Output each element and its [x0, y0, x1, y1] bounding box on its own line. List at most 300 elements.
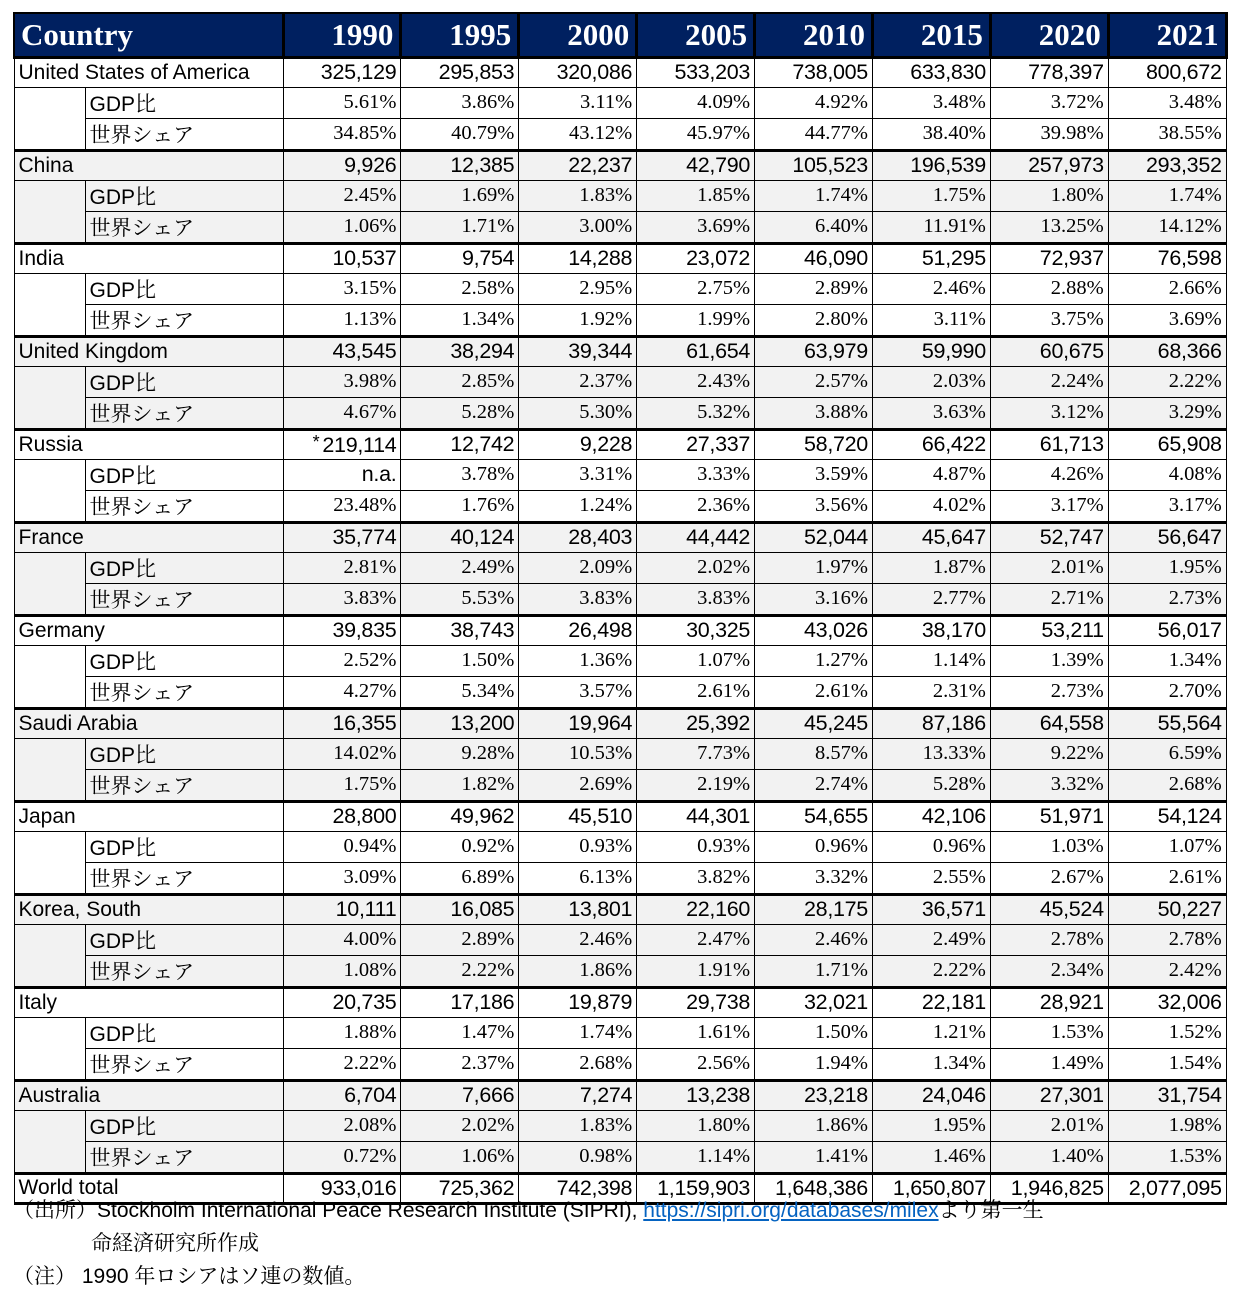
- gdp-cell: 1.83%: [519, 1110, 637, 1141]
- share-cell: 2.22%: [872, 955, 990, 987]
- expenditure-cell: 46,090: [755, 243, 873, 273]
- expenditure-cell: 38,743: [401, 615, 519, 645]
- gdp-cell: 2.45%: [283, 180, 401, 211]
- share-cell: 3.12%: [990, 397, 1108, 429]
- gdp-cell: 8.57%: [755, 738, 873, 769]
- country-name: China: [14, 150, 283, 180]
- gdp-cell: 2.24%: [990, 366, 1108, 397]
- gdp-label: GDP比: [85, 552, 283, 583]
- share-cell: 1.75%: [283, 769, 401, 801]
- share-cell: 14.12%: [1108, 211, 1226, 243]
- gdp-cell: 3.48%: [872, 87, 990, 118]
- gdp-cell: 0.96%: [755, 831, 873, 862]
- share-cell: 3.16%: [755, 583, 873, 615]
- gdp-cell: 1.97%: [755, 552, 873, 583]
- gdp-cell: 1.07%: [1108, 831, 1226, 862]
- share-cell: 4.27%: [283, 676, 401, 708]
- table-row-gdp: [14, 180, 1226, 211]
- expenditure-cell: 49,962: [401, 801, 519, 831]
- share-cell: 1.71%: [755, 955, 873, 987]
- expenditure-cell: 28,921: [990, 987, 1108, 1017]
- expenditure-cell: 55,564: [1108, 708, 1226, 738]
- gdp-cell: 2.43%: [637, 366, 755, 397]
- gdp-cell: 2.02%: [401, 1110, 519, 1141]
- table-row-share: [14, 211, 1226, 243]
- indent-cell: [14, 273, 85, 336]
- gdp-cell: 1.36%: [519, 645, 637, 676]
- expenditure-cell: 295,853: [401, 57, 519, 87]
- expenditure-cell: 39,344: [519, 336, 637, 366]
- country-name: Saudi Arabia: [14, 708, 283, 738]
- expenditure-cell: 533,203: [637, 57, 755, 87]
- gdp-cell: 7.73%: [637, 738, 755, 769]
- share-cell: 34.85%: [283, 118, 401, 150]
- gdp-cell: 1.74%: [755, 180, 873, 211]
- expenditure-cell: 42,790: [637, 150, 755, 180]
- expenditure-cell: 9,926: [283, 150, 401, 180]
- gdp-cell: 1.83%: [519, 180, 637, 211]
- expenditure-cell: 24,046: [872, 1080, 990, 1110]
- expenditure-cell: 43,545: [283, 336, 401, 366]
- share-cell: 40.79%: [401, 118, 519, 150]
- country-name: Japan: [14, 801, 283, 831]
- gdp-cell: 2.95%: [519, 273, 637, 304]
- share-cell: 3.63%: [872, 397, 990, 429]
- expenditure-cell: 56,647: [1108, 522, 1226, 552]
- expenditure-cell: 17,186: [401, 987, 519, 1017]
- gdp-cell: 1.80%: [990, 180, 1108, 211]
- table-row-gdp: [14, 459, 1226, 490]
- indent-cell: [14, 87, 85, 150]
- world-total-cell: 1,946,825: [990, 1173, 1108, 1203]
- gdp-cell: 0.92%: [401, 831, 519, 862]
- expenditure-cell: 22,237: [519, 150, 637, 180]
- indent-cell: [14, 831, 85, 894]
- share-cell: 38.40%: [872, 118, 990, 150]
- gdp-cell: 0.93%: [637, 831, 755, 862]
- table-row-gdp: [14, 738, 1226, 769]
- table-row-gdp: [14, 645, 1226, 676]
- header-year: 2010: [755, 13, 873, 57]
- share-cell: 1.91%: [637, 955, 755, 987]
- share-label: 世界シェア: [85, 583, 283, 615]
- share-cell: 3.83%: [519, 583, 637, 615]
- share-cell: 1.94%: [755, 1048, 873, 1080]
- expenditure-cell: 9,228: [519, 429, 637, 459]
- share-cell: 6.89%: [401, 862, 519, 894]
- expenditure-cell: 51,971: [990, 801, 1108, 831]
- table-row-share: [14, 1141, 1226, 1173]
- share-cell: 2.31%: [872, 676, 990, 708]
- share-cell: 6.40%: [755, 211, 873, 243]
- share-cell: 3.82%: [637, 862, 755, 894]
- expenditure-cell: 35,774: [283, 522, 401, 552]
- table-row-country: [14, 243, 1226, 273]
- expenditure-cell: 23,218: [755, 1080, 873, 1110]
- gdp-cell: 3.33%: [637, 459, 755, 490]
- gdp-cell: 2.09%: [519, 552, 637, 583]
- gdp-cell: 9.22%: [990, 738, 1108, 769]
- expenditure-cell: 39,835: [283, 615, 401, 645]
- source-note: [13, 1194, 1044, 1227]
- expenditure-cell: 63,979: [755, 336, 873, 366]
- share-label: 世界シェア: [85, 397, 283, 429]
- expenditure-cell: 22,181: [872, 987, 990, 1017]
- share-cell: 3.69%: [1108, 304, 1226, 336]
- share-cell: 3.83%: [637, 583, 755, 615]
- expenditure-cell: 64,558: [990, 708, 1108, 738]
- gdp-cell: 2.81%: [283, 552, 401, 583]
- expenditure-cell: 61,713: [990, 429, 1108, 459]
- share-label: 世界シェア: [85, 118, 283, 150]
- footnote: （注） 1990 年ロシアはソ連の数値。: [13, 1265, 366, 1288]
- share-cell: 2.73%: [990, 676, 1108, 708]
- table-row-country: [14, 336, 1226, 366]
- share-cell: 5.28%: [872, 769, 990, 801]
- table-row-gdp: [14, 366, 1226, 397]
- expenditure-cell: 27,337: [637, 429, 755, 459]
- share-cell: 3.57%: [519, 676, 637, 708]
- table-row-country: [14, 150, 1226, 180]
- share-cell: 11.91%: [872, 211, 990, 243]
- expenditure-cell: 38,170: [872, 615, 990, 645]
- share-cell: 3.88%: [755, 397, 873, 429]
- expenditure-cell: 65,908: [1108, 429, 1226, 459]
- gdp-cell: 9.28%: [401, 738, 519, 769]
- gdp-cell: 1.85%: [637, 180, 755, 211]
- share-cell: 1.99%: [637, 304, 755, 336]
- gdp-cell: 4.87%: [872, 459, 990, 490]
- share-cell: 5.28%: [401, 397, 519, 429]
- expenditure-value: 219,114: [322, 432, 397, 457]
- country-name: Korea, South: [14, 894, 283, 924]
- expenditure-cell: 60,675: [990, 336, 1108, 366]
- world-total-cell: 1,650,807: [872, 1173, 990, 1203]
- gdp-cell: 2.58%: [401, 273, 519, 304]
- indent-cell: [14, 1110, 85, 1173]
- share-cell: 2.22%: [283, 1048, 401, 1080]
- table-row-country: [14, 708, 1226, 738]
- header-year: 1995: [401, 13, 519, 57]
- table-row-share: [14, 769, 1226, 801]
- gdp-label: GDP比: [85, 831, 283, 862]
- gdp-label: GDP比: [85, 273, 283, 304]
- gdp-cell: 10.53%: [519, 738, 637, 769]
- share-cell: 1.40%: [990, 1141, 1108, 1173]
- gdp-cell: 3.72%: [990, 87, 1108, 118]
- gdp-cell: 2.08%: [283, 1110, 401, 1141]
- share-cell: 3.09%: [283, 862, 401, 894]
- share-cell: 1.08%: [283, 955, 401, 987]
- share-cell: 1.34%: [401, 304, 519, 336]
- table-row-share: [14, 118, 1226, 150]
- expenditure-cell: 43,026: [755, 615, 873, 645]
- header-year: 2015: [872, 13, 990, 57]
- gdp-cell: 4.26%: [990, 459, 1108, 490]
- expenditure-cell: 38,294: [401, 336, 519, 366]
- share-cell: 2.71%: [990, 583, 1108, 615]
- gdp-cell: 1.86%: [755, 1110, 873, 1141]
- gdp-cell: 3.86%: [401, 87, 519, 118]
- share-cell: 2.80%: [755, 304, 873, 336]
- gdp-cell: 2.46%: [872, 273, 990, 304]
- share-label: 世界シェア: [85, 1048, 283, 1080]
- country-name: Italy: [14, 987, 283, 1017]
- share-cell: 2.56%: [637, 1048, 755, 1080]
- expenditure-cell: 61,654: [637, 336, 755, 366]
- share-cell: 1.24%: [519, 490, 637, 522]
- table-row-country: [14, 57, 1226, 87]
- share-label: 世界シェア: [85, 1141, 283, 1173]
- gdp-cell: 2.46%: [755, 924, 873, 955]
- table-row-country: [14, 801, 1226, 831]
- share-cell: 2.77%: [872, 583, 990, 615]
- world-total-cell: 725,362: [401, 1173, 519, 1203]
- country-name: Australia: [14, 1080, 283, 1110]
- gdp-cell: 2.37%: [519, 366, 637, 397]
- gdp-cell: 1.34%: [1108, 645, 1226, 676]
- share-cell: 2.36%: [637, 490, 755, 522]
- indent-cell: [14, 180, 85, 243]
- share-cell: 44.77%: [755, 118, 873, 150]
- share-label: 世界シェア: [85, 862, 283, 894]
- gdp-cell: 2.49%: [401, 552, 519, 583]
- share-cell: 1.71%: [401, 211, 519, 243]
- table-row-share: [14, 1048, 1226, 1080]
- share-cell: 3.56%: [755, 490, 873, 522]
- gdp-label: GDP比: [85, 459, 283, 490]
- share-cell: 1.49%: [990, 1048, 1108, 1080]
- world-total-label: World total: [14, 1173, 283, 1203]
- share-cell: 3.17%: [990, 490, 1108, 522]
- share-cell: 2.61%: [1108, 862, 1226, 894]
- gdp-cell: 1.50%: [755, 1017, 873, 1048]
- expenditure-cell: 42,106: [872, 801, 990, 831]
- world-total-cell: 742,398: [519, 1173, 637, 1203]
- share-cell: 0.72%: [283, 1141, 401, 1173]
- share-label: 世界シェア: [85, 676, 283, 708]
- expenditure-cell: 12,385: [401, 150, 519, 180]
- table-row-share: [14, 955, 1226, 987]
- expenditure-cell: 72,937: [990, 243, 1108, 273]
- expenditure-cell: 25,392: [637, 708, 755, 738]
- share-cell: 38.55%: [1108, 118, 1226, 150]
- indent-cell: [14, 738, 85, 801]
- expenditure-cell: 45,647: [872, 522, 990, 552]
- gdp-cell: 2.89%: [755, 273, 873, 304]
- gdp-cell: 2.78%: [1108, 924, 1226, 955]
- gdp-cell: 3.59%: [755, 459, 873, 490]
- share-cell: 2.68%: [519, 1048, 637, 1080]
- expenditure-cell: 28,403: [519, 522, 637, 552]
- expenditure-cell: 13,238: [637, 1080, 755, 1110]
- expenditure-cell: 738,005: [755, 57, 873, 87]
- expenditure-cell: 44,442: [637, 522, 755, 552]
- table-row-gdp: [14, 273, 1226, 304]
- indent-cell: [14, 924, 85, 987]
- gdp-cell: 1.88%: [283, 1017, 401, 1048]
- share-cell: 2.22%: [401, 955, 519, 987]
- header-year: 1990: [283, 13, 401, 57]
- expenditure-cell: 31,754: [1108, 1080, 1226, 1110]
- header-year: 2020: [990, 13, 1108, 57]
- table-row-country: [14, 522, 1226, 552]
- share-cell: 1.41%: [755, 1141, 873, 1173]
- share-cell: 2.61%: [637, 676, 755, 708]
- gdp-label: GDP比: [85, 180, 283, 211]
- gdp-cell: 1.50%: [401, 645, 519, 676]
- expenditure-cell: 53,211: [990, 615, 1108, 645]
- world-total-cell: 933,016: [283, 1173, 401, 1203]
- gdp-cell: 3.15%: [283, 273, 401, 304]
- share-cell: 3.32%: [990, 769, 1108, 801]
- share-cell: 4.67%: [283, 397, 401, 429]
- gdp-cell: 1.03%: [990, 831, 1108, 862]
- share-cell: 3.32%: [755, 862, 873, 894]
- expenditure-cell: 59,990: [872, 336, 990, 366]
- share-label: 世界シェア: [85, 304, 283, 336]
- share-cell: 1.34%: [872, 1048, 990, 1080]
- share-cell: 13.25%: [990, 211, 1108, 243]
- table-row-gdp: [14, 1110, 1226, 1141]
- table-row-gdp: [14, 552, 1226, 583]
- expenditure-cell: 325,129: [283, 57, 401, 87]
- gdp-cell: 13.33%: [872, 738, 990, 769]
- country-name: Germany: [14, 615, 283, 645]
- share-cell: 2.34%: [990, 955, 1108, 987]
- country-name: France: [14, 522, 283, 552]
- share-cell: 3.00%: [519, 211, 637, 243]
- indent-cell: [14, 552, 85, 615]
- share-cell: 2.73%: [1108, 583, 1226, 615]
- gdp-label: GDP比: [85, 1110, 283, 1141]
- gdp-cell: 2.57%: [755, 366, 873, 397]
- expenditure-cell: 7,666: [401, 1080, 519, 1110]
- gdp-cell: 3.11%: [519, 87, 637, 118]
- expenditure-cell: 50,227: [1108, 894, 1226, 924]
- share-cell: 23.48%: [283, 490, 401, 522]
- gdp-cell: 1.74%: [519, 1017, 637, 1048]
- gdp-cell: 2.88%: [990, 273, 1108, 304]
- gdp-cell: 3.48%: [1108, 87, 1226, 118]
- share-cell: 1.46%: [872, 1141, 990, 1173]
- gdp-cell: 4.00%: [283, 924, 401, 955]
- gdp-cell: 14.02%: [283, 738, 401, 769]
- expenditure-cell: 68,366: [1108, 336, 1226, 366]
- source-link[interactable]: https://sipri.org/databases/milex: [643, 1199, 939, 1222]
- table-row-gdp: [14, 924, 1226, 955]
- table-row-share: [14, 583, 1226, 615]
- table-row-share: [14, 490, 1226, 522]
- gdp-cell: 4.08%: [1108, 459, 1226, 490]
- expenditure-cell: 52,747: [990, 522, 1108, 552]
- share-cell: 5.30%: [519, 397, 637, 429]
- gdp-cell: 4.92%: [755, 87, 873, 118]
- gdp-cell: 1.39%: [990, 645, 1108, 676]
- share-cell: 2.70%: [1108, 676, 1226, 708]
- expenditure-cell: 40,124: [401, 522, 519, 552]
- expenditure-cell: 28,800: [283, 801, 401, 831]
- gdp-cell: 5.61%: [283, 87, 401, 118]
- table-row-share: [14, 397, 1226, 429]
- gdp-cell: 2.46%: [519, 924, 637, 955]
- gdp-cell: 1.47%: [401, 1017, 519, 1048]
- share-cell: 5.32%: [637, 397, 755, 429]
- share-cell: 2.37%: [401, 1048, 519, 1080]
- gdp-label: GDP比: [85, 1017, 283, 1048]
- expenditure-cell: 19,964: [519, 708, 637, 738]
- source-note-line2: 命経済研究所作成: [91, 1232, 259, 1255]
- gdp-cell: 6.59%: [1108, 738, 1226, 769]
- world-total-cell: 2,077,095: [1108, 1173, 1226, 1203]
- gdp-cell: 2.89%: [401, 924, 519, 955]
- gdp-label: GDP比: [85, 645, 283, 676]
- gdp-cell: 1.98%: [1108, 1110, 1226, 1141]
- gdp-cell: 1.75%: [872, 180, 990, 211]
- share-cell: 1.13%: [283, 304, 401, 336]
- expenditure-cell: 32,006: [1108, 987, 1226, 1017]
- gdp-cell: 2.75%: [637, 273, 755, 304]
- table-row-share: [14, 862, 1226, 894]
- expenditure-cell: 58,720: [755, 429, 873, 459]
- header-year: 2021: [1108, 13, 1226, 57]
- expenditure-cell: 257,973: [990, 150, 1108, 180]
- expenditure-cell: 44,301: [637, 801, 755, 831]
- world-total-cell: 1,159,903: [637, 1173, 755, 1203]
- table-row-gdp: [14, 831, 1226, 862]
- gdp-label: GDP比: [85, 738, 283, 769]
- table-row-country: [14, 429, 1226, 459]
- expenditure-cell: 13,801: [519, 894, 637, 924]
- share-cell: 1.06%: [401, 1141, 519, 1173]
- expenditure-cell: 6,704: [283, 1080, 401, 1110]
- share-cell: 2.67%: [990, 862, 1108, 894]
- gdp-cell: 1.53%: [990, 1017, 1108, 1048]
- share-label: 世界シェア: [85, 955, 283, 987]
- gdp-cell: 2.52%: [283, 645, 401, 676]
- share-cell: 2.61%: [755, 676, 873, 708]
- indent-cell: [14, 459, 85, 522]
- share-label: 世界シェア: [85, 769, 283, 801]
- gdp-label: GDP比: [85, 87, 283, 118]
- table-row-gdp: [14, 1017, 1226, 1048]
- expenditure-cell: 45,524: [990, 894, 1108, 924]
- gdp-cell: 1.21%: [872, 1017, 990, 1048]
- gdp-cell: 3.31%: [519, 459, 637, 490]
- gdp-cell: 1.69%: [401, 180, 519, 211]
- expenditure-cell: 16,085: [401, 894, 519, 924]
- share-cell: 1.06%: [283, 211, 401, 243]
- expenditure-cell: 9,754: [401, 243, 519, 273]
- gdp-cell: 1.80%: [637, 1110, 755, 1141]
- share-cell: 3.17%: [1108, 490, 1226, 522]
- share-cell: 3.69%: [637, 211, 755, 243]
- expenditure-cell: 293,352: [1108, 150, 1226, 180]
- gdp-cell: 2.49%: [872, 924, 990, 955]
- share-cell: 43.12%: [519, 118, 637, 150]
- expenditure-cell: 56,017: [1108, 615, 1226, 645]
- gdp-cell: 0.93%: [519, 831, 637, 862]
- share-cell: 1.53%: [1108, 1141, 1226, 1173]
- expenditure-cell: 87,186: [872, 708, 990, 738]
- header-year: 2005: [637, 13, 755, 57]
- share-cell: 3.75%: [990, 304, 1108, 336]
- expenditure-cell: 45,510: [519, 801, 637, 831]
- source-suffix: より第一生: [938, 1199, 1044, 1222]
- expenditure-cell: 30,325: [637, 615, 755, 645]
- expenditure-cell: 76,598: [1108, 243, 1226, 273]
- gdp-cell: 1.27%: [755, 645, 873, 676]
